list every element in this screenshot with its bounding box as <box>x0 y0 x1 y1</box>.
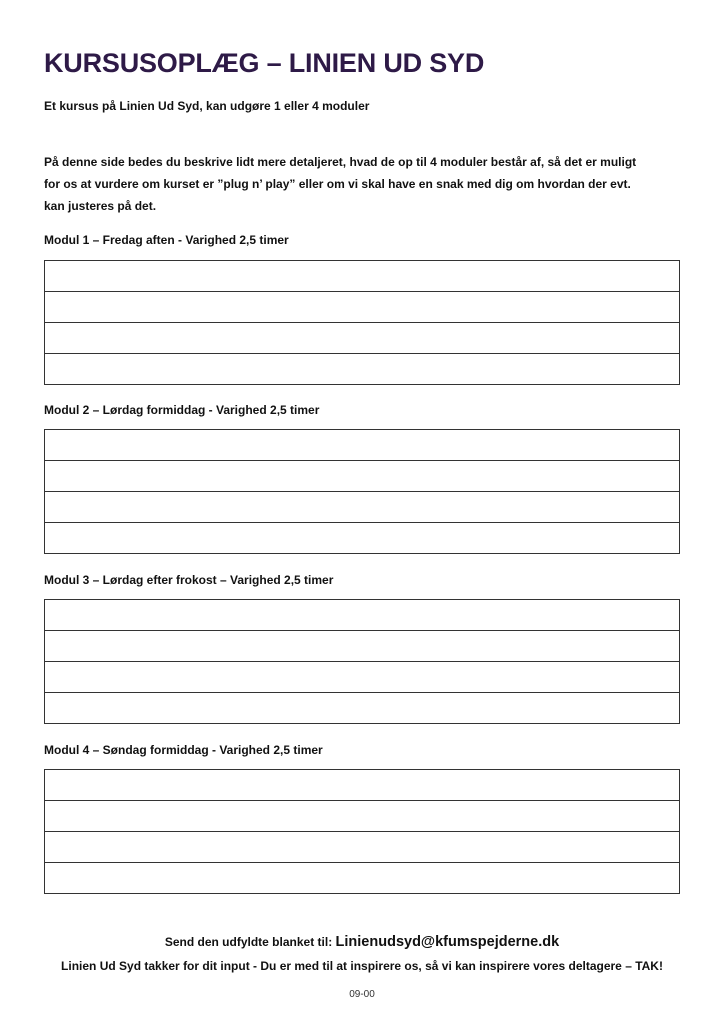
footer-thanks: Linien Ud Syd takker for dit input - Du er med til at inspirere os, så vi kan inspirere vores deltagere – TAK! <box>61 959 663 973</box>
module-4-row-4[interactable] <box>45 863 679 893</box>
module-1-row-3[interactable] <box>45 323 679 354</box>
module-2-row-4[interactable] <box>45 523 679 553</box>
module-1-label: Modul 1 – Fredag aften - Varighed 2,5 timer <box>44 233 289 247</box>
intro-paragraph <box>44 151 694 217</box>
footer-send-text: Send den udfyldte blanket til: <box>164 935 336 949</box>
module-4-row-2[interactable] <box>45 801 679 832</box>
module-3-label: Modul 3 – Lørdag efter frokost – Varighed 2,5 timer <box>44 573 334 587</box>
module-4-row-1[interactable] <box>45 770 679 801</box>
module-1-row-2[interactable] <box>45 292 679 323</box>
module-4-label: Modul 4 – Søndag formiddag - Varighed 2,5 timer <box>44 743 323 757</box>
footer-email-link[interactable]: Linienudsyd@kfumspejderne.dk <box>335 934 560 950</box>
module-4-row-3[interactable] <box>45 832 679 863</box>
module-3-row-1[interactable] <box>45 600 679 631</box>
module-4-table <box>44 769 680 894</box>
module-3-row-3[interactable] <box>45 662 679 693</box>
module-2-row-3[interactable] <box>45 492 679 523</box>
intro-line: På denne side bedes du beskrive lidt mere detaljeret, hvad de op til 4 moduler består af, så det er muligt <box>44 155 637 169</box>
module-1-row-1[interactable] <box>45 261 679 292</box>
document-code: 09-00 <box>349 989 375 1000</box>
module-2-table <box>44 429 680 554</box>
footer-send-line <box>0 934 724 950</box>
module-3-table <box>44 599 680 724</box>
module-3-row-2[interactable] <box>45 631 679 662</box>
module-2-row-1[interactable] <box>45 430 679 461</box>
intro-line: kan justeres på det. <box>44 199 157 213</box>
subtitle: Et kursus på Linien Ud Syd, kan udgøre 1 eller 4 moduler <box>44 99 370 113</box>
module-1-table <box>44 260 680 385</box>
module-2-row-2[interactable] <box>45 461 679 492</box>
module-2-label: Modul 2 – Lørdag formiddag - Varighed 2,5 timer <box>44 403 320 417</box>
module-1-row-4[interactable] <box>45 354 679 384</box>
page-title: KURSUSOPLÆG – LINIEN UD SYD <box>44 48 485 78</box>
module-3-row-4[interactable] <box>45 693 679 723</box>
intro-line: for os at vurdere om kurset er ”plug n’ play” eller om vi skal have en snak med dig om hvordan der evt. <box>44 177 631 191</box>
